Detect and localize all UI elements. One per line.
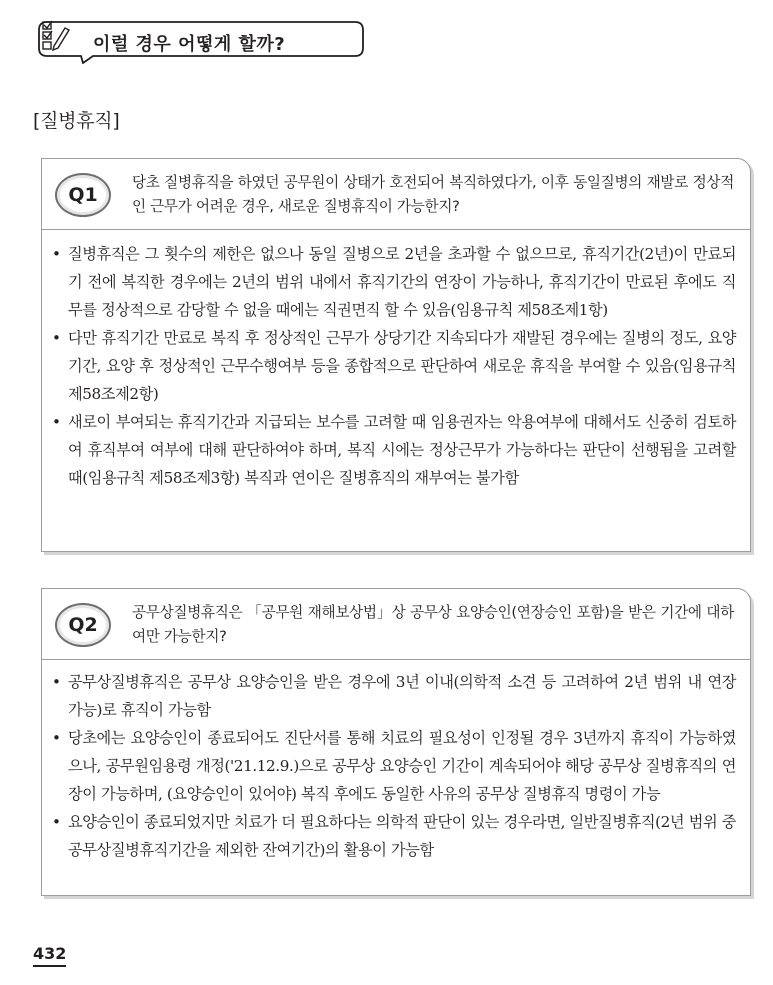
question-badge: Q2 (55, 603, 111, 647)
question-header (42, 589, 750, 660)
section-title: [질병휴직] (33, 110, 120, 132)
answer-item (42, 724, 750, 808)
bullet-dot: • (52, 413, 61, 431)
answer-item (42, 240, 750, 324)
bullet-dot: • (52, 673, 61, 691)
question-text: 당초 질병휴직을 하였던 공무원이 상태가 호전되어 복직하였다가, 이후 동일질병의 재발로 정상적인 근무가 어려운 경우, 새로운 질병휴직이 가능한지? (132, 174, 734, 215)
answer-text: 질병휴직은 그 횟수의 제한은 없으나 동일 질병으로 2년을 초과할 수 없으므로, 휴직기간(2년)이 만료되기 전에 복직한 경우에는 2년의 범위 내에서 휴직기간의 연장이 가능하나, 휴직기간이 만료된 후에도 직무를 정상적으로 감당할 수 없을 때에는 직권면직 할 수 있음(임용규칙 제58조제1항) (68, 245, 736, 319)
answer-item (42, 668, 750, 724)
bullet-dot: • (52, 813, 61, 831)
bullet-dot: • (52, 245, 61, 263)
answer-text: 새로이 부여되는 휴직기간과 지급되는 보수를 고려할 때 임용권자는 악용여부에 대해서도 신중히 검토하여 휴직부여 여부에 대해 판단하여야 하며, 복직 시에는 정상근무가 가능하다는 판단이 선행됨을 고려할 때(임용규칙 제58조제3항) 복직과 연이은 질병휴직의 재부여는 불가함 (68, 413, 736, 487)
checklist-pencil-icon (39, 20, 75, 56)
answer-text: 당초에는 요양승인이 종료되어도 진단서를 통해 치료의 필요성이 인정될 경우 3년까지 휴직이 가능하였으나, 공무원임용령 개정('21.12.9.)으로 공무상 요양승인 기간이 계속되어야 해당 공무상 질병휴직의 연장이 가능하며, (요양승인이 있어야) 복직 후에도 동일한 사유의 공무상 질병휴직 명령이 가능 (68, 729, 736, 803)
bullet-dot: • (52, 329, 61, 347)
answer-text: 다만 휴직기간 만료로 복직 후 정상적인 근무가 상당기간 지속되다가 재발된 경우에는 질병의 정도, 요양기간, 요양 후 정상적인 근무수행여부 등을 종합적으로 판단하여 새로운 휴직을 부여할 수 있음(임용규칙 제58조제2항) (68, 329, 736, 403)
qa-box-q1 (41, 158, 751, 552)
answer-item (42, 808, 750, 864)
answer-text: 공무상질병휴직은 공무상 요양승인을 받은 경우에 3년 이내(의학적 소견 등 고려하여 2년 범위 내 연장 가능)로 휴직이 가능함 (68, 673, 736, 719)
question-header (42, 159, 750, 230)
qa-box-q2 (41, 588, 751, 896)
question-text: 공무상질병휴직은 「공무원 재해보상법」상 공무상 요양승인(연장승인 포함)을 받은 기간에 대하여만 가능한지? (132, 604, 734, 645)
answer-item (42, 408, 750, 492)
header-title: 이럴 경우 어떻게 할까? (93, 34, 286, 55)
answer-list (42, 660, 750, 864)
answer-text: 요양승인이 종료되었지만 치료가 더 필요하다는 의학적 판단이 있는 경우라면, 일반질병휴직(2년 범위 중 공무상질병휴직기간을 제외한 잔여기간)의 활용이 가능함 (68, 813, 736, 859)
answer-list (42, 230, 750, 492)
answer-item (42, 324, 750, 408)
question-badge: Q1 (55, 173, 111, 217)
page-number: 432 (33, 944, 66, 967)
header-badge (33, 18, 365, 64)
bullet-dot: • (52, 729, 61, 747)
